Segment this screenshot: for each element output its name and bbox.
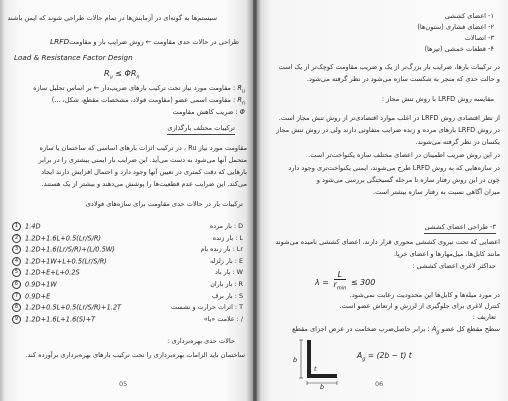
load-legend-item: S : بار برف: [211, 292, 243, 300]
page-number: 06: [375, 380, 384, 388]
tension-text-line: مانند کابل‌ها، میل‌مهارها و اعضای خرپا.: [393, 250, 500, 258]
member-type-item: ۳- اتصالات: [464, 34, 494, 42]
method-english-name: Load & Resistance Factor Design: [14, 53, 133, 62]
combination-number: 5: [12, 268, 21, 277]
load-combination: [12, 234, 101, 244]
load-legend-item: Lr : بار زنده بام: [200, 245, 243, 253]
method-line: طراحی در حالات حدی مقاومت ← روش ضرایب بار و مقاومت: [69, 38, 239, 46]
combination-expression: 1.2D+1.6(Lr/S/R)+(L/0.5W): [25, 245, 115, 254]
load-combination: [12, 303, 121, 313]
member-type-item: ۴- قطعات خمشی (تیرها): [424, 45, 494, 53]
load-legend-item: L : بار زنده: [212, 234, 243, 242]
page-number: 05: [119, 380, 128, 388]
angle-horizontal-leg: [307, 374, 337, 378]
paragraph-line: می‌کند. این ضرایب عدم قطعیت‌ها را پوشش می‌دهند و بیشتر از یک هستند.: [41, 180, 247, 188]
angle-section-diagram: [291, 337, 351, 389]
gross-area-formula: [357, 351, 412, 363]
vertical-leg-label: b: [293, 356, 298, 364]
combination-expression: 1.2D+1.6L+1.6(S)+T: [25, 315, 96, 324]
thickness-label: t: [314, 365, 317, 373]
area-expression: = (2b − t) t: [365, 351, 412, 360]
slenderness-label: حداکثر لاغری اعضای کششی :: [412, 262, 496, 270]
gross-area-text-after: : برابر حاصل‌ضرب ضخامت در عرض اجزای مقطع: [292, 325, 432, 333]
serviceability-heading: حالات حدی بهره‌برداری :: [167, 337, 235, 345]
load-combination: [12, 245, 115, 255]
combination-number: 1: [12, 222, 21, 231]
angle-vertical-leg: [307, 340, 311, 378]
formula-lhs: R: [104, 69, 110, 78]
combination-number: 4: [12, 257, 21, 266]
comparison-line: چون در این روش رفتار سازه تا مرحله گسیختگی بررسی می‌شود و: [316, 176, 500, 184]
comparison-heading: مقایسه روش LRFD با روش تنش مجاز :: [381, 95, 494, 103]
load-legend-item: D : بار مرده: [209, 222, 243, 230]
definition-phi: [173, 108, 245, 120]
factor-note-line: و حالت حدی که منجر به شکست سازه می‌شود در نظر گرفته می‌شود.: [306, 75, 500, 83]
method-abbreviation: LRFD: [50, 37, 70, 46]
load-legend-item: T : اثرات حرارت و نشست: [171, 303, 243, 311]
slenderness-note: کنترل لاغری برای جلوگیری از لرزش و ارتعاش عضو است.: [339, 302, 500, 310]
combination-number: 6: [12, 280, 21, 289]
load-legend-item: R : بار باران: [210, 280, 243, 288]
fraction-numerator: L: [334, 271, 347, 280]
member-type-item: ۱- اعضای کششی: [444, 12, 494, 20]
comparison-line: در روش LRFD بارهای مرده و زنده ضرایب متفاوتی دارند ولی در روش تنش مجاز: [276, 126, 500, 134]
combination-expression: 1.2D+1W+L+0.5(Lr/S/R): [25, 257, 107, 266]
combination-expression: 1.2D+0.5L+0.5(Lr/S/R)+1.2T: [25, 303, 122, 312]
factor-note-line: در ترکیبات بارها، ضرایب بار بزرگ‌تر از یک و ضریب مقاومت کوچک‌تر از یک است: [278, 63, 500, 71]
area-subscript: g: [362, 356, 366, 363]
member-type-item: ۲- اعضای فشاری (ستون‌ها): [417, 23, 494, 31]
formula-rhs-subscript: n: [136, 74, 140, 81]
definition-text: : مقاومت اسمی عضو (مقاومت فولاد، مشخصات مقطع، شکل، ...): [51, 96, 238, 104]
combination-expression: 1.2D+E+L+0.2S: [25, 268, 80, 277]
load-combination: [12, 280, 57, 290]
slenderness-note: در مورد میله‌ها و کابل‌ها این محدودیت رعایت نمی‌شود.: [349, 291, 500, 299]
slenderness-limit: ≤ 300: [350, 277, 376, 287]
comparison-line: در این روش ضریب اطمینان در اعضای مختلف سازه یکنواخت‌تر است.: [308, 151, 500, 159]
definition-symbol: $R_u$: [237, 84, 245, 95]
paragraph-line: مقاومت مورد نیاز Ru ، در ترکیب اثرات بارهای اساسی که ساختمان یا سازه: [39, 144, 247, 152]
main-design-formula: [104, 69, 140, 81]
definition-rn: [52, 96, 245, 108]
gross-area-symbol: $A_g$: [431, 325, 440, 336]
tension-text-line: اعضایی که تحت نیروی کششی محوری قرار دارند، اعضای کششی نامیده می‌شوند: [275, 238, 500, 246]
definition-text: : ضریب کاهش مقاومت: [172, 108, 240, 116]
definition-ru: [33, 84, 245, 96]
paragraph-line: بارهایی که دقت کمتری در تعیین آنها وجود دارد و احتمال افزایش دارند ایجاد: [41, 168, 247, 176]
formula-operator: ≤ ΦR: [112, 69, 137, 78]
load-combination: [12, 292, 50, 302]
definition-symbol: $R_n$: [237, 96, 245, 107]
gross-area-definition: [292, 325, 500, 337]
load-combination: [12, 222, 41, 232]
combination-number: 2: [12, 234, 21, 243]
combinations-heading: ترکیبات مختلف بارگذاری: [167, 124, 235, 135]
load-combination: [12, 315, 95, 325]
gross-area-text-before: سطح مقطع کل عضو: [439, 325, 500, 333]
paragraph-line: متحمل آنها می‌شود به دست می‌آید. این ضرایب بار ایمنی بیشتری را در برابر: [38, 156, 247, 164]
load-combination: [12, 268, 80, 278]
definition-symbol: Φ: [239, 108, 245, 116]
comparison-line: میزان آگاهی نسبت به رفتار سازه بیشتر است.: [373, 188, 500, 196]
serviceability-text: ساختمان باید الزامات بهره‌برداری را تحت ترکیب بارهای بهره‌برداری برآورده کند.: [25, 351, 245, 359]
combination-expression: 0.9D+E: [25, 292, 51, 301]
load-legend-item: E : بار زلزله: [209, 257, 243, 265]
combination-number: 9: [12, 315, 21, 324]
combination-number: 8: [12, 303, 21, 312]
slenderness-fraction: [334, 271, 347, 294]
combination-expression: 1.4D: [25, 222, 41, 231]
definitions-heading: تعاریف :: [472, 313, 496, 321]
formula-lhs-subscript: u: [109, 74, 113, 81]
load-legend-item: W : بار باد: [215, 268, 243, 276]
combination-expression: 0.9D+1W: [25, 280, 57, 289]
combination-number: 7: [12, 292, 21, 301]
regulation-line: ترکیبات بار در حالات حدی مقاومت برای سازه‌های فولادی: [85, 200, 243, 208]
left-page: [0, 0, 253, 401]
load-legend-item: / : علامت «یا»: [203, 315, 243, 323]
definition-text: : مقاومت مورد نیاز تحت ترکیب بارهای ضریب‌دار ← بر اساس تحلیل سازه: [33, 84, 238, 92]
combination-number: 3: [12, 245, 21, 254]
area-symbol: A: [357, 351, 363, 360]
tension-members-heading: ۳- طراحی اعضای کششی: [424, 223, 496, 234]
load-combination: [12, 257, 107, 267]
comparison-line: یکسان در نظر گرفته می‌شوند.: [415, 138, 500, 146]
comparison-line: در سازه‌هایی که به روش LRFD طرح می‌شوند، ایمنی یکنواخت‌تری وجود دارد: [288, 164, 500, 172]
right-page: [257, 0, 508, 401]
comparison-line: از نظر اقتصادی روش LRFD در اغلب موارد اقتصادی‌تر از روش تنش مجاز است.: [278, 114, 500, 122]
combination-expression: 1.2D+1.6L+0.5(Lr/S/R): [25, 234, 101, 243]
fraction-denominator: $r_{min}$: [333, 280, 347, 292]
slenderness-lhs: λ =: [315, 277, 329, 287]
intro-line: سیستم‌ها به گونه‌ای در آزمایش‌ها در تمام حالات طراحی شوند که ایمن باشند: [7, 14, 217, 22]
horizontal-leg-label: b: [320, 383, 325, 391]
